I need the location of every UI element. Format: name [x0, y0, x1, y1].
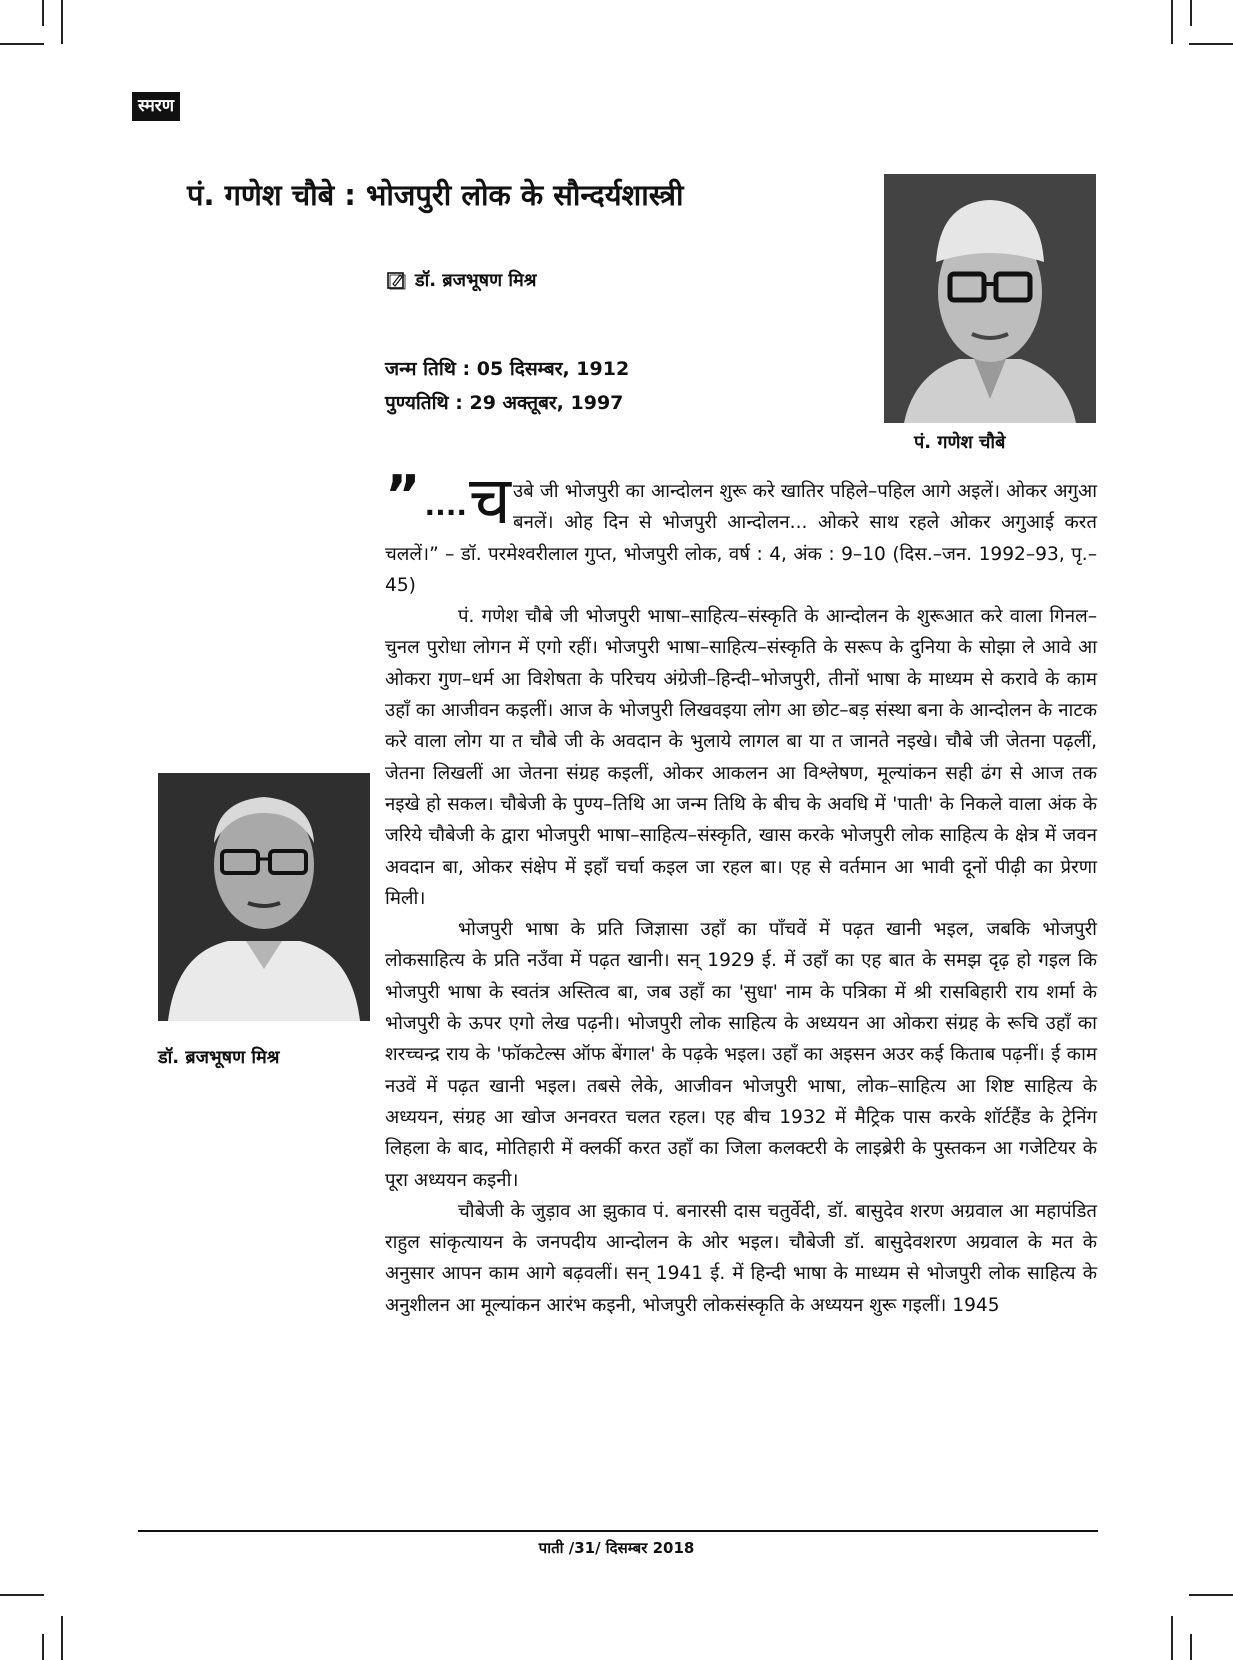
article-title: पं. गणेश चौबे : भोजपुरी लोक के सौन्दर्यशास्त्री — [187, 178, 684, 212]
body-paragraph: भोजपुरी भाषा के प्रति जिज्ञासा उहाँ का पाँचवें में पढ़त खानी भइल, जबकि भोजपुरी लोकसाहित्य के प्रति नउँवा में पढ़त खानी। सन् 1929 ई. में उहाँ का एह बात के समझ दृढ़ हो गइल कि भोजपुरी भाषा के स्वतंत्र अस्तित्व बा, जब उहाँ का 'सुधा' नाम के पत्रिका में श्री रासबिहारी राय शर्मा के भोजपुरी के ऊपर एगो लेख पढ़नी। भोजपुरी लोक साहित्य के अध्ययन आ ओकरा संग्रह के रूचि उहाँ का शरच्चन्द्र राय के 'फॉकटेल्स ऑफ बेंगाल' के पढ़के भइल। उहाँ का अइसन अउर कई किताब पढ़नीं। ई काम नउवें में पढ़त खानी भइल। तबसे लेके, आजीवन भोजपुरी भाषा, लोक–साहित्य आ शिष्ट साहित्य के अध्ययन, संग्रह आ खोज अनवरत चलत रहल। एह बीच 1932 में मैट्रिक पास करके शॉर्टहैंड के ट्रेनिंग लिहला के बाद, मोतिहारी में क्लर्की करत उहाँ का जिला कलक्टरी के लाइब्रेरी के पुस्तकन आ गजेटियर के पूरा अध्ययन कइनी। — [385, 919, 1097, 1191]
opening-quote-mark: ” — [385, 464, 421, 527]
footer-rule — [138, 1530, 1098, 1532]
dropcap-letter: च — [469, 462, 511, 539]
crop-mark — [1171, 0, 1173, 44]
opening-paragraph — [385, 462, 1097, 601]
author-photo-caption: डॉ. ब्रजभूषण मिश्र — [158, 1047, 280, 1068]
crop-mark — [42, 0, 44, 26]
section-tag: स्मरण — [132, 92, 180, 121]
body-paragraph: पं. गणेश चौबे जी भोजपुरी भाषा–साहित्य–संस्कृति के आन्दोलन के शुरूआत करे वाला गिनल–चुनल पुरोधा लोगन में एगो रहीं। भोजपुरी भाषा–साहित्य–संस्कृति के सरूप के दुनिया के सोझा ले आवे आ ओकरा गुण–धर्म आ विशेषता के परिचय अंग्रेजी–हिन्दी–भोजपुरी, तीनों भाषा के माध्यम से करावे के काम उहाँ का आजीवन कइलीं। आज के भोजपुरी लिखवइया लोग आ छोट–बड़ संस्था बना के आन्दोलन के नाटक करे वाला लोग या त चौबे जी के अवदान के भुलाये लागल बा या त जानते नइखे। चौबे जी जेतना पढ़लीं, जेतना लिखलीं आ जेतना संग्रह कइलीं, ओकर आकलन आ विश्लेषण, मूल्यांकन सही ढंग से आज तक नइखे हो सकल। चौबेजी के पुण्य–तिथि आ जन्म तिथि के बीच के अवधि में 'पाती' के निकले वाला अंक के जरिये चौबेजी के द्वारा भोजपुरी भाषा–साहित्य–संस्कृति, खास करके भोजपुरी लोक साहित्य के क्षेत्र में जवन अवदान बा, ओकर संक्षेप में इहाँ चर्चा कइल जा रहल बा। एह से वर्तमान आ भावी दूनों पीढ़ी का प्रेरणा मिली। — [385, 606, 1097, 909]
crop-mark — [1190, 0, 1192, 26]
page-footer: पाती /31/ दिसम्बर 2018 — [538, 1539, 695, 1557]
body-paragraph: चौबेजी के जुड़ाव आ झुकाव पं. बनारसी दास चतुर्वेदी, डॉ. बासुदेव शरण अग्रवाल आ महापंडित राहुल सांकृत्यायन के जनपदीय आन्दोलन के ओर भइल। चौबेजी डॉ. बासुदेवशरण अग्रवाल के मत के अनुसार आपन काम आगे बढ़वलीं। सन् 1941 ई. में हिन्दी भाषा के माध्यम से भोजपुरी लोक साहित्य के अनुशीलन आ मूल्यांकन आरंभ कइनी, भोजपुरी लोकसंस्कृति के अध्ययन शुरू गइलीं। 1945 — [385, 1200, 1097, 1316]
dates-block — [385, 352, 629, 420]
birth-date: जन्म तिथि : 05 दिसम्बर, 1912 — [385, 358, 630, 380]
crop-mark — [1189, 1594, 1233, 1596]
pen-icon — [387, 270, 407, 290]
subject-photo-caption: पं. गणेश चौबे — [914, 432, 1006, 453]
crop-mark — [1190, 1634, 1192, 1660]
ellipsis: .... — [424, 489, 468, 522]
article-body — [385, 462, 1097, 1321]
author-name: डॉ. ब्रजभूषण मिश्र — [415, 270, 537, 291]
crop-mark — [0, 1594, 44, 1596]
death-date: पुण्यतिथि : 29 अक्तूबर, 1997 — [385, 392, 624, 414]
subject-photo — [884, 174, 1096, 423]
opening-text: उबे जी भोजपुरी का आन्दोलन शुरू करे खातिर पहिले–पहिल आगे अइलें। ओकर अगुआ बनलें। ओह दिन से भोजपुरी आन्दोलन... ओकरे साथ रहले ओकर अगुआई करत चललें।” – डॉ. परमेश्वरीलाल गुप्त, भोजपुरी लोक, वर्ष : 4, अंक : 9–10 (दिस.–जन. 1992–93, पृ.–45) — [385, 481, 1097, 596]
crop-mark — [1189, 43, 1233, 45]
crop-mark — [1171, 1616, 1173, 1660]
author-photo — [158, 773, 370, 1021]
crop-mark — [61, 0, 63, 44]
crop-mark — [61, 1616, 63, 1660]
author-byline — [387, 268, 537, 292]
crop-mark — [0, 43, 44, 45]
crop-mark — [42, 1634, 44, 1660]
